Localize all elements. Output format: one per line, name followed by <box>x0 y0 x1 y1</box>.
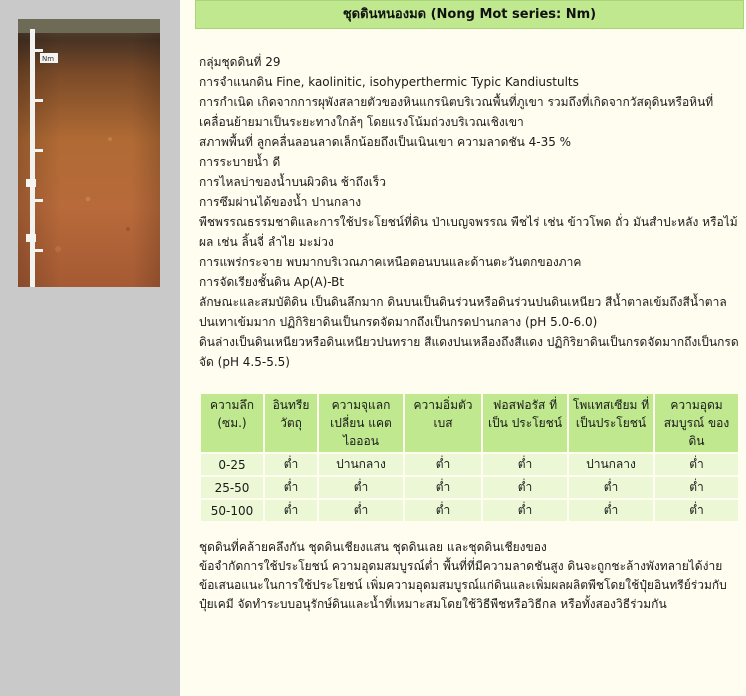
main-content <box>195 0 744 696</box>
soil-notes <box>199 538 739 614</box>
cell-fertility: ต่ำ <box>655 500 738 521</box>
soil-profile-photo <box>18 19 160 287</box>
use-recommendations: ข้อเสนอแนะในการใช้ประโยชน์ เพิ่มความอุดมสมบูรณ์แก่ดินและเพิ่มผลผลิตพืชโดยใช้ปุ๋ยอินทรีย์ร่วมกับปุ๋ยเคมี จัดทำระบบอนุรักษ์ดินและน้ำที่เหมาะสมโดยใช้วิธีพืชหรือวิธีกล หรือทั้งสองวิธีร่วมกัน <box>199 578 727 611</box>
surface-runoff: การไหลบ่าของน้ำบนผิวดิน ช้าถึงเร็ว <box>199 175 387 189</box>
cell-cec: ต่ำ <box>319 500 403 521</box>
cell-phosphorus: ต่ำ <box>483 500 567 521</box>
table-row <box>201 477 738 498</box>
left-sidebar <box>0 0 180 696</box>
cell-fertility: ต่ำ <box>655 477 738 498</box>
cell-phosphorus: ต่ำ <box>483 477 567 498</box>
col-organic-matter: อินทรีย วัตถุ <box>265 394 317 452</box>
soil-profile-illustration <box>18 19 160 287</box>
soil-classification: การจำแนกดิน Fine, kaolinitic, isohyperthermic Typic Kandiustults <box>199 75 579 89</box>
page-title: ชุดดินหนองมด (Nong Mot series: Nm) <box>195 0 744 29</box>
table-header-row <box>201 394 738 452</box>
soil-description <box>199 52 739 372</box>
cell-depth: 0-25 <box>201 454 263 475</box>
col-depth: ความลึก (ซม.) <box>201 394 263 452</box>
fertility-table <box>199 392 740 523</box>
col-base-saturation: ความอิ่มตัว เบส <box>405 394 481 452</box>
cell-potassium: ต่ำ <box>569 477 653 498</box>
distribution: การแพร่กระจาย พบมากบริเวณภาคเหนือตอนบนและด้านตะวันตกของภาค <box>199 255 582 269</box>
cell-organic-matter: ต่ำ <box>265 477 317 498</box>
cell-depth: 25-50 <box>201 477 263 498</box>
similar-series: ชุดดินที่คล้ายคลึงกัน ชุดดินเชียงแสน ชุดดินเลย และชุดดินเชียงของ <box>199 540 547 554</box>
soil-origin: การกำเนิด เกิดจากการผุพังสลายตัวของหินแกรนิตบริเวณพื้นที่ภูเขา รวมถึงที่เกิดจากวัสดุดินหรือหินที่เคลื่อนย้ายมาเป็นระยะทางใกล้ๆ โดยแรงโน้มถ่วงบริเวณเชิงเขา <box>199 95 714 129</box>
soil-properties-topsoil: ลักษณะและสมบัติดิน เป็นดินลึกมาก ดินบนเป็นดินร่วนหรือดินร่วนปนดินเหนียว สีน้ำตาลเข้มถึงสีน้ำตาลปนเทาเข้มมาก ปฏิกิริยาดินเป็นกรดจัดมากถึงเป็นกรดปานกลาง (pH 5.0-6.0) <box>199 295 727 329</box>
col-potassium: โพแทสเซียม ที่เป็นประโยชน์ <box>569 394 653 452</box>
cell-base-saturation: ต่ำ <box>405 454 481 475</box>
cell-base-saturation: ต่ำ <box>405 500 481 521</box>
table-row <box>201 454 738 475</box>
col-fertility: ความอุดม สมบูรณ์ ของดิน <box>655 394 738 452</box>
use-limitations: ข้อจำกัดการใช้ประโยชน์ ความอุดมสมบูรณ์ต่ำ พื้นที่ที่มีความลาดชันสูง ดินจะถูกชะล้างพังทลายได้ง่าย <box>199 559 723 573</box>
cell-organic-matter: ต่ำ <box>265 454 317 475</box>
cell-phosphorus: ต่ำ <box>483 454 567 475</box>
cell-depth: 50-100 <box>201 500 263 521</box>
horizon-sequence: การจัดเรียงชั้นดิน Ap(A)-Bt <box>199 275 345 289</box>
vegetation-landuse: พืชพรรณธรรมชาติและการใช้ประโยชน์ที่ดิน ป่าเบญจพรรณ พืชไร่ เช่น ข้าวโพด ถั่ว มันสำปะหลัง หรือไม้ผล เช่น ลิ้นจี่ ลำไย มะม่วง <box>199 215 738 249</box>
table-row <box>201 500 738 521</box>
cell-organic-matter: ต่ำ <box>265 500 317 521</box>
cell-fertility: ต่ำ <box>655 454 738 475</box>
col-cec: ความจุแลกเปลี่ยน แคตไอออน <box>319 394 403 452</box>
soil-properties-subsoil: ดินล่างเป็นดินเหนียวหรือดินเหนียวปนทราย สีแดงปนเหลืองถึงสีแดง ปฏิกิริยาดินเป็นกรดจัดมากถึงเป็นกรดจัด (pH 4.5-5.5) <box>199 335 739 369</box>
cell-potassium: ปานกลาง <box>569 454 653 475</box>
permeability: การซึมผ่านได้ของน้ำ ปานกลาง <box>199 195 362 209</box>
terrain: สภาพพื้นที่ ลูกคลื่นลอนลาดเล็กน้อยถึงเป็นเนินเขา ความลาดชัน 4-35 % <box>199 135 572 149</box>
col-phosphorus: ฟอสฟอรัส ที่เป็น ประโยชน์ <box>483 394 567 452</box>
cell-base-saturation: ต่ำ <box>405 477 481 498</box>
cell-cec: ต่ำ <box>319 477 403 498</box>
photo-series-label: Nm <box>42 55 55 63</box>
cell-cec: ปานกลาง <box>319 454 403 475</box>
drainage: การระบายน้ำ ดี <box>199 155 281 169</box>
cell-potassium: ต่ำ <box>569 500 653 521</box>
soil-group: กลุ่มชุดดินที่ 29 <box>199 55 281 69</box>
